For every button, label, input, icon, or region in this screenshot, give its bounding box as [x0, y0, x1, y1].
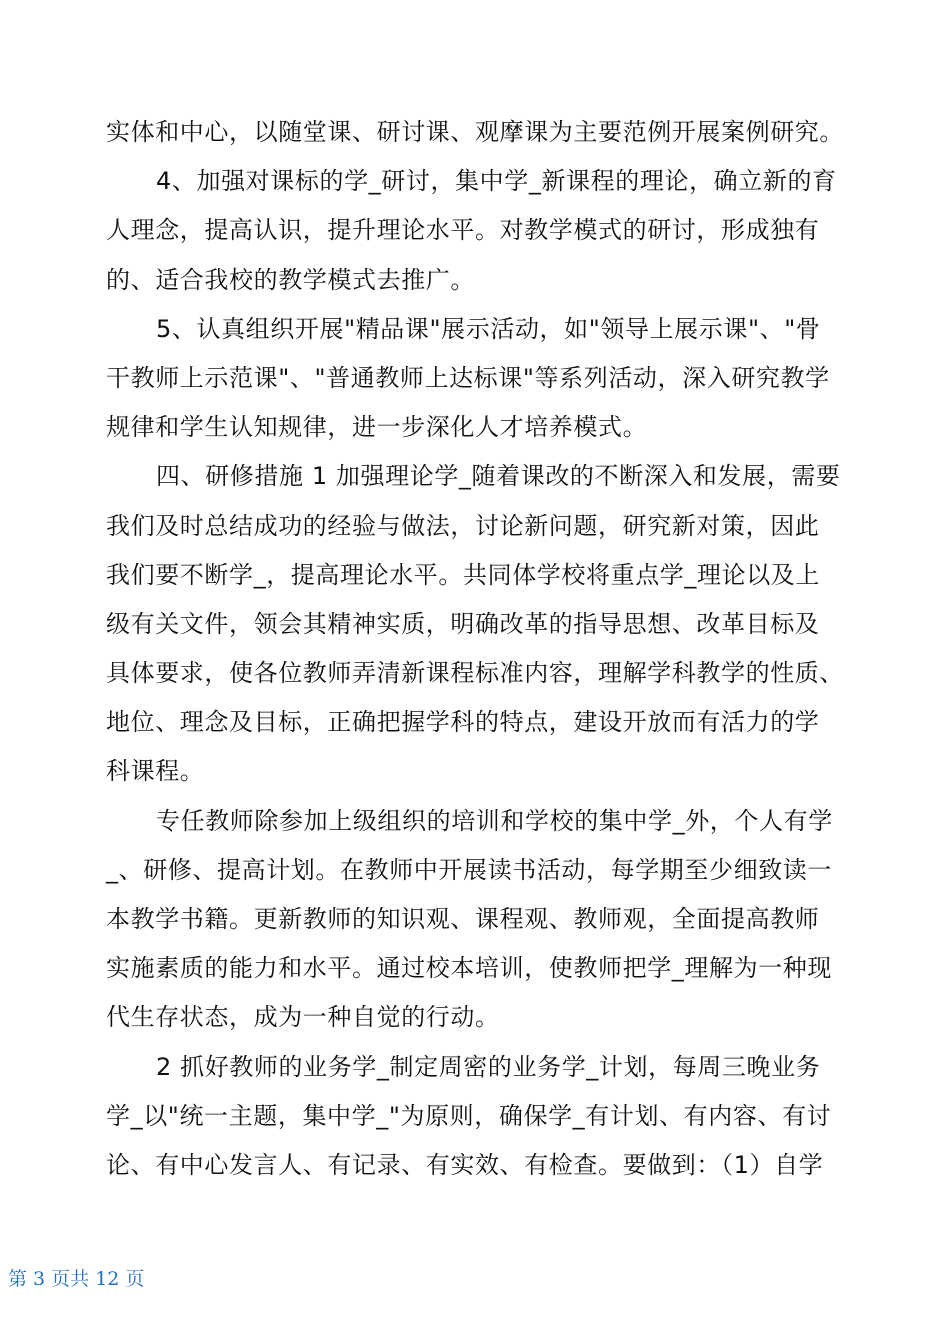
- text-line: 2 抓好教师的业务学_制定周密的业务学_计划，每周三晚业务: [156, 1052, 821, 1081]
- text-line: 地位、理念及目标，正确把握学科的特点，建设开放而有活力的学: [106, 708, 820, 737]
- page-number-footer: 第 3 页共 12 页: [8, 1268, 145, 1290]
- document-body: [106, 108, 842, 1190]
- text-line: 4、加强对课标的学_研讨，集中学_新课程的理论，确立新的育: [156, 167, 837, 196]
- text-line: _、研修、提高计划。在教师中开展读书活动，每学期至少细致读一: [106, 855, 832, 884]
- text-line: 干教师上示范课"、"普通教师上达标课"等系列活动，深入研究教学: [106, 363, 830, 392]
- text-line: 我们及时总结成功的经验与做法，讨论新问题，研究新对策，因此: [106, 511, 820, 540]
- text-line: 学_以"统一主题，集中学_"为原则，确保学_有计划、有内容、有讨: [106, 1101, 832, 1130]
- text-line: 实体和中心，以随堂课、研讨课、观摩课为主要范例开展案例研究。: [106, 118, 844, 146]
- text-line: 我们要不断学_，提高理论水平。共同体学校将重点学_理论以及上: [106, 560, 820, 589]
- text-line: 本教学书籍。更新教师的知识观、课程观、教师观，全面提高教师: [106, 905, 820, 933]
- text-line: 科课程。: [106, 757, 205, 786]
- text-line: 级有关文件，领会其精神实质，明确改革的指导思想、改革目标及: [106, 609, 820, 638]
- text-line: 代生存状态，成为一种自觉的行动。: [106, 1003, 500, 1032]
- text-line: 具体要求，使各位教师弄清新课程标准内容，理解学科教学的性质、: [106, 659, 844, 688]
- text-line: 论、有中心发言人、有记录、有实效、有检查。要做到：（1）自学: [106, 1150, 824, 1179]
- text-line: 专任教师除参加上级组织的培训和学校的集中学_外，个人有学: [156, 806, 833, 835]
- text-line: 规律和学生认知规律，进一步深化人才培养模式。: [106, 413, 648, 442]
- text-line: 的、适合我校的教学模式去推广。: [106, 265, 475, 294]
- text-line: 实施素质的能力和水平。通过校本培训，使教师把学_理解为一种现: [106, 954, 832, 983]
- text-line: 四、研修措施 1 加强理论学_随着课改的不断深入和发展，需要: [156, 462, 841, 491]
- text-line: 人理念，提高认识，提升理论水平。对教学模式的研讨，形成独有: [106, 216, 820, 245]
- text-line: 5、认真组织开展"精品课"展示活动，如"领导上展示课"、"骨: [156, 314, 821, 343]
